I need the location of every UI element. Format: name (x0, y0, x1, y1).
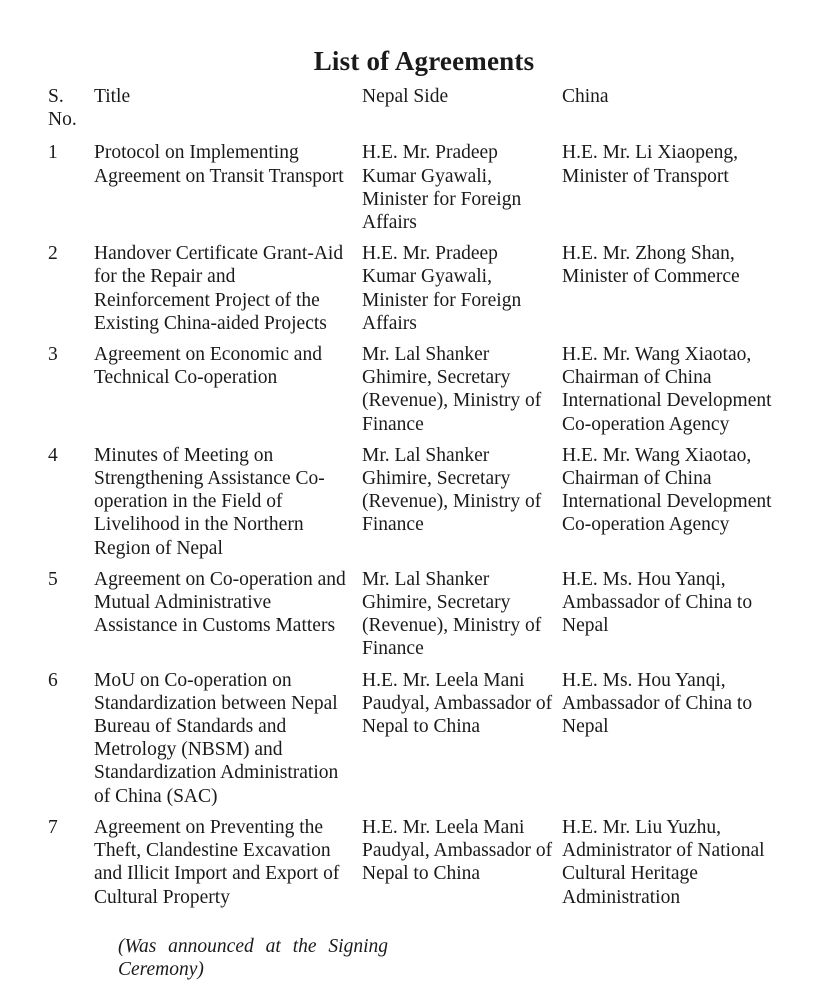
row-serial-number: 5 (48, 568, 58, 590)
table-row (48, 669, 792, 816)
signing-ceremony-note: (Was announced at the Signing Ceremony) (118, 935, 388, 981)
row-serial-number: 7 (48, 816, 58, 838)
column-header-serial-number-line2: No. (48, 109, 77, 131)
row-title: MoU on Co-operation on Standardization between Nepal Bureau of Standards and Metrology (NBSM) and Standardization Administration of China (SAC) (94, 669, 339, 807)
table-row (48, 568, 792, 669)
row-china: H.E. Mr. Li Xiaopeng, Minister of Transport (562, 142, 739, 187)
row-serial-number: 2 (48, 243, 58, 265)
column-header-title: Title (94, 86, 131, 107)
row-nepal-side: H.E. Mr. Pradeep Kumar Gyawali, Minister for Foreign Affairs (362, 243, 522, 334)
row-china: H.E. Ms. Hou Yanqi, Ambassador of China to Nepal (562, 669, 753, 738)
row-nepal-side: H.E. Mr. Pradeep Kumar Gyawali, Minister for Foreign Affairs (362, 142, 522, 234)
row-nepal-side: H.E. Mr. Leela Mani Paudyal, Ambassador of Nepal to China (362, 816, 553, 885)
row-nepal-side: Mr. Lal Shanker Ghimire, Secretary (Revenue), Ministry of Finance (362, 344, 542, 435)
row-title: Agreement on Co-operation and Mutual Administrative Assistance in Customs Matters (94, 568, 346, 637)
row-title: Minutes of Meeting on Strengthening Assistance Co-operation in the Field of Livelihood in the Northern Region of Nepal (94, 444, 325, 559)
table-row (48, 343, 792, 444)
row-serial-number: 6 (48, 669, 58, 691)
row-nepal-side: Mr. Lal Shanker Ghimire, Secretary (Revenue), Ministry of Finance (362, 444, 542, 536)
row-title: Agreement on Economic and Technical Co-operation (94, 344, 322, 389)
column-header-nepal-side: Nepal Side (362, 86, 449, 107)
row-title: Agreement on Preventing the Theft, Clandestine Excavation and Illicit Import and Export of Cultural Property (94, 816, 340, 908)
row-serial-number: 3 (48, 344, 58, 366)
agreements-table (48, 85, 792, 917)
column-header-china: China (562, 86, 609, 107)
row-china: H.E. Mr. Liu Yuzhu, Administrator of National Cultural Heritage Administration (562, 816, 765, 908)
row-serial-number: 1 (48, 142, 58, 164)
table-row (48, 242, 792, 343)
row-title: Handover Certificate Grant-Aid for the Repair and Reinforcement Project of the Existing China-aided Projects (94, 243, 344, 334)
row-china: H.E. Mr. Wang Xiaotao, Chairman of China International Development Co-operation Agency (562, 344, 772, 435)
row-china: H.E. Ms. Hou Yanqi, Ambassador of China to Nepal (562, 568, 753, 637)
row-nepal-side: Mr. Lal Shanker Ghimire, Secretary (Revenue), Ministry of Finance (362, 568, 542, 660)
row-china: H.E. Mr. Zhong Shan, Minister of Commerce (562, 243, 740, 288)
table-row (48, 444, 792, 568)
table-header-row (48, 85, 792, 141)
table-row (48, 141, 792, 242)
table-row (48, 816, 792, 917)
agreements-table-body (48, 141, 792, 916)
column-header-serial-number (48, 85, 94, 141)
row-nepal-side: H.E. Mr. Leela Mani Paudyal, Ambassador of Nepal to China (362, 669, 553, 738)
column-header-serial-number-line1: S. (48, 86, 64, 107)
page-title: List of Agreements (313, 46, 535, 76)
row-china: H.E. Mr. Wang Xiaotao, Chairman of China International Development Co-operation Agency (562, 444, 772, 536)
row-serial-number: 4 (48, 444, 58, 466)
row-title: Protocol on Implementing Agreement on Transit Transport (94, 142, 344, 187)
